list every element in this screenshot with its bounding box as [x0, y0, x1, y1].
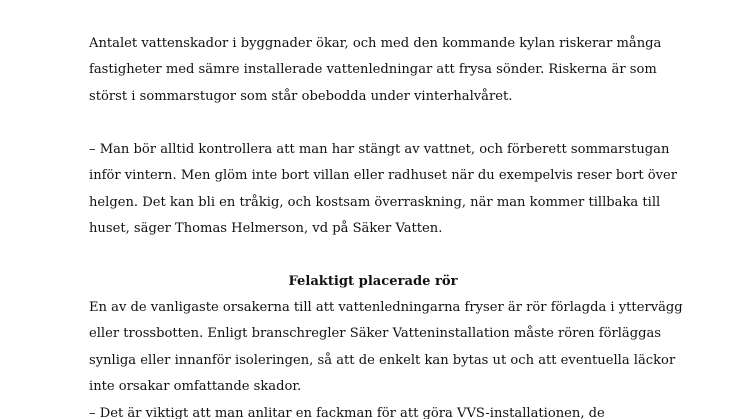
- text-line: – Man bör alltid kontrollera att man har stängt av vattnet, och förberett sommarstugan: [89, 142, 670, 157]
- section-heading: Felaktigt placerade rör: [288, 274, 458, 289]
- text-line: helgen. Det kan bli en tråkig, och kostsam överraskning, när man kommer tillbaka till: [89, 194, 661, 210]
- text-line: huset, säger Thomas Helmerson, vd på Säker Vatten.: [89, 221, 443, 237]
- text-line: synliga eller innanför isoleringen, så att de enkelt kan bytas ut och att eventuella läckor: [89, 352, 676, 368]
- paragraph-quote: [89, 137, 689, 243]
- paragraph-pipes: [89, 295, 689, 401]
- paragraph-intro: [89, 31, 689, 110]
- text-line: eller trossbotten. Enligt branschregler Säker Vatteninstallation måste rören förläggas: [89, 326, 662, 342]
- text-line: – Det är viktigt att man anlitar en fackman för att göra VVS-installationen, de: [89, 406, 605, 419]
- text-line: En av de vanligaste orsakerna till att vattenledningarna fryser är rör förlagda i yttervägg: [89, 300, 683, 315]
- text-line: störst i sommarstugor som står obebodda under vinterhalvåret.: [89, 88, 513, 104]
- paragraph-expert: [89, 401, 689, 419]
- text-line: inför vintern. Men glöm inte bort villan eller radhuset när du exempelvis reser bort över: [89, 168, 678, 184]
- text-line: Antalet vattenskador i byggnader ökar, och med den kommande kylan riskerar många: [89, 36, 662, 51]
- text-line: inte orsakar omfattande skador.: [89, 379, 302, 395]
- text-line: fastigheter med sämre installerade vattenledningar att frysa sönder. Riskerna är som: [89, 62, 657, 78]
